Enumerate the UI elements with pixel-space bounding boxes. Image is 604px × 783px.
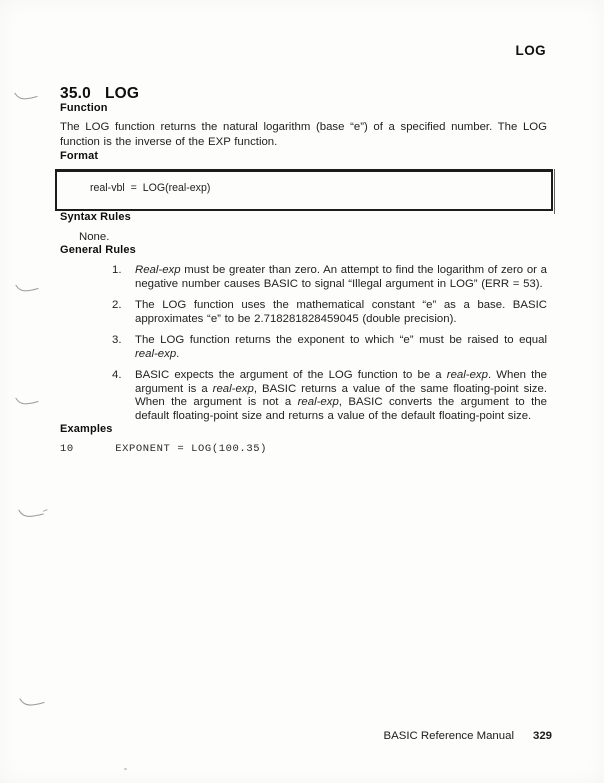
squiggle-mark-icon (18, 508, 48, 519)
margin-scan-mark-2 (15, 280, 39, 298)
margin-scan-mark-4 (18, 506, 48, 524)
section-number: 35.0 (60, 85, 91, 102)
format-heading: Format (60, 150, 99, 162)
rule-text: Real-exp must be greater than zero. An attempt to find the logarithm of zero or a negative number causes BASIC to signal “Illegal argument in LOG” (ERR = 53). (135, 264, 547, 290)
margin-scan-mark-1 (14, 88, 38, 106)
rule-number: 1. (112, 264, 122, 276)
example-code-line: 10 EXPONENT = LOG(100.35) (60, 443, 268, 455)
rule-number: 2. (112, 299, 122, 311)
format-syntax-code: real-vbl = LOG(real-exp) (90, 182, 211, 194)
rule-number: 3. (112, 334, 122, 346)
squiggle-mark-icon (14, 91, 38, 101)
margin-scan-mark-5 (19, 694, 45, 712)
rule-text: The LOG function returns the exponent to which “e” must be raised to equal real-exp. (135, 334, 547, 360)
function-description: The LOG function returns the natural logarithm (base “e”) of a specified number. The LOG function is the inverse of the EXP function. (60, 121, 547, 148)
syntax-rules-body: None. (79, 231, 110, 243)
general-rules-heading: General Rules (60, 244, 136, 256)
function-heading: Function (60, 102, 108, 114)
scan-artifact-dot (124, 768, 127, 770)
rule-text: The LOG function uses the mathematical constant “e” as a base. BASIC approximates “e” to be 2.718281828459045 (double precision). (135, 299, 547, 325)
squiggle-mark-icon (15, 283, 39, 293)
rule-item (60, 334, 547, 361)
format-syntax-box (55, 169, 553, 211)
rule-item (60, 264, 547, 291)
page-footer (384, 730, 552, 742)
page-content (60, 0, 547, 455)
rule-text: BASIC expects the argument of the LOG function to be a real-exp. When the argument is a real-exp, BASIC returns a value of the same floating-point size. When the argument is not a real-exp, BASIC converts the argument to the default floating-point size and returns a value of the default floating-point size. (135, 369, 547, 422)
section-heading (60, 86, 547, 102)
general-rules-list (60, 264, 547, 423)
running-header: LOG (515, 43, 546, 58)
examples-heading: Examples (60, 423, 113, 435)
rule-number: 4. (112, 369, 122, 381)
squiggle-mark-icon (15, 396, 39, 406)
margin-scan-mark-3 (15, 393, 39, 411)
page-number: 329 (532, 730, 552, 742)
rule-item (60, 369, 547, 423)
squiggle-mark-icon (19, 697, 45, 707)
rule-item (60, 299, 547, 326)
syntax-rules-heading: Syntax Rules (60, 211, 131, 223)
section-title: LOG (104, 85, 140, 102)
manual-title: BASIC Reference Manual (383, 730, 514, 742)
